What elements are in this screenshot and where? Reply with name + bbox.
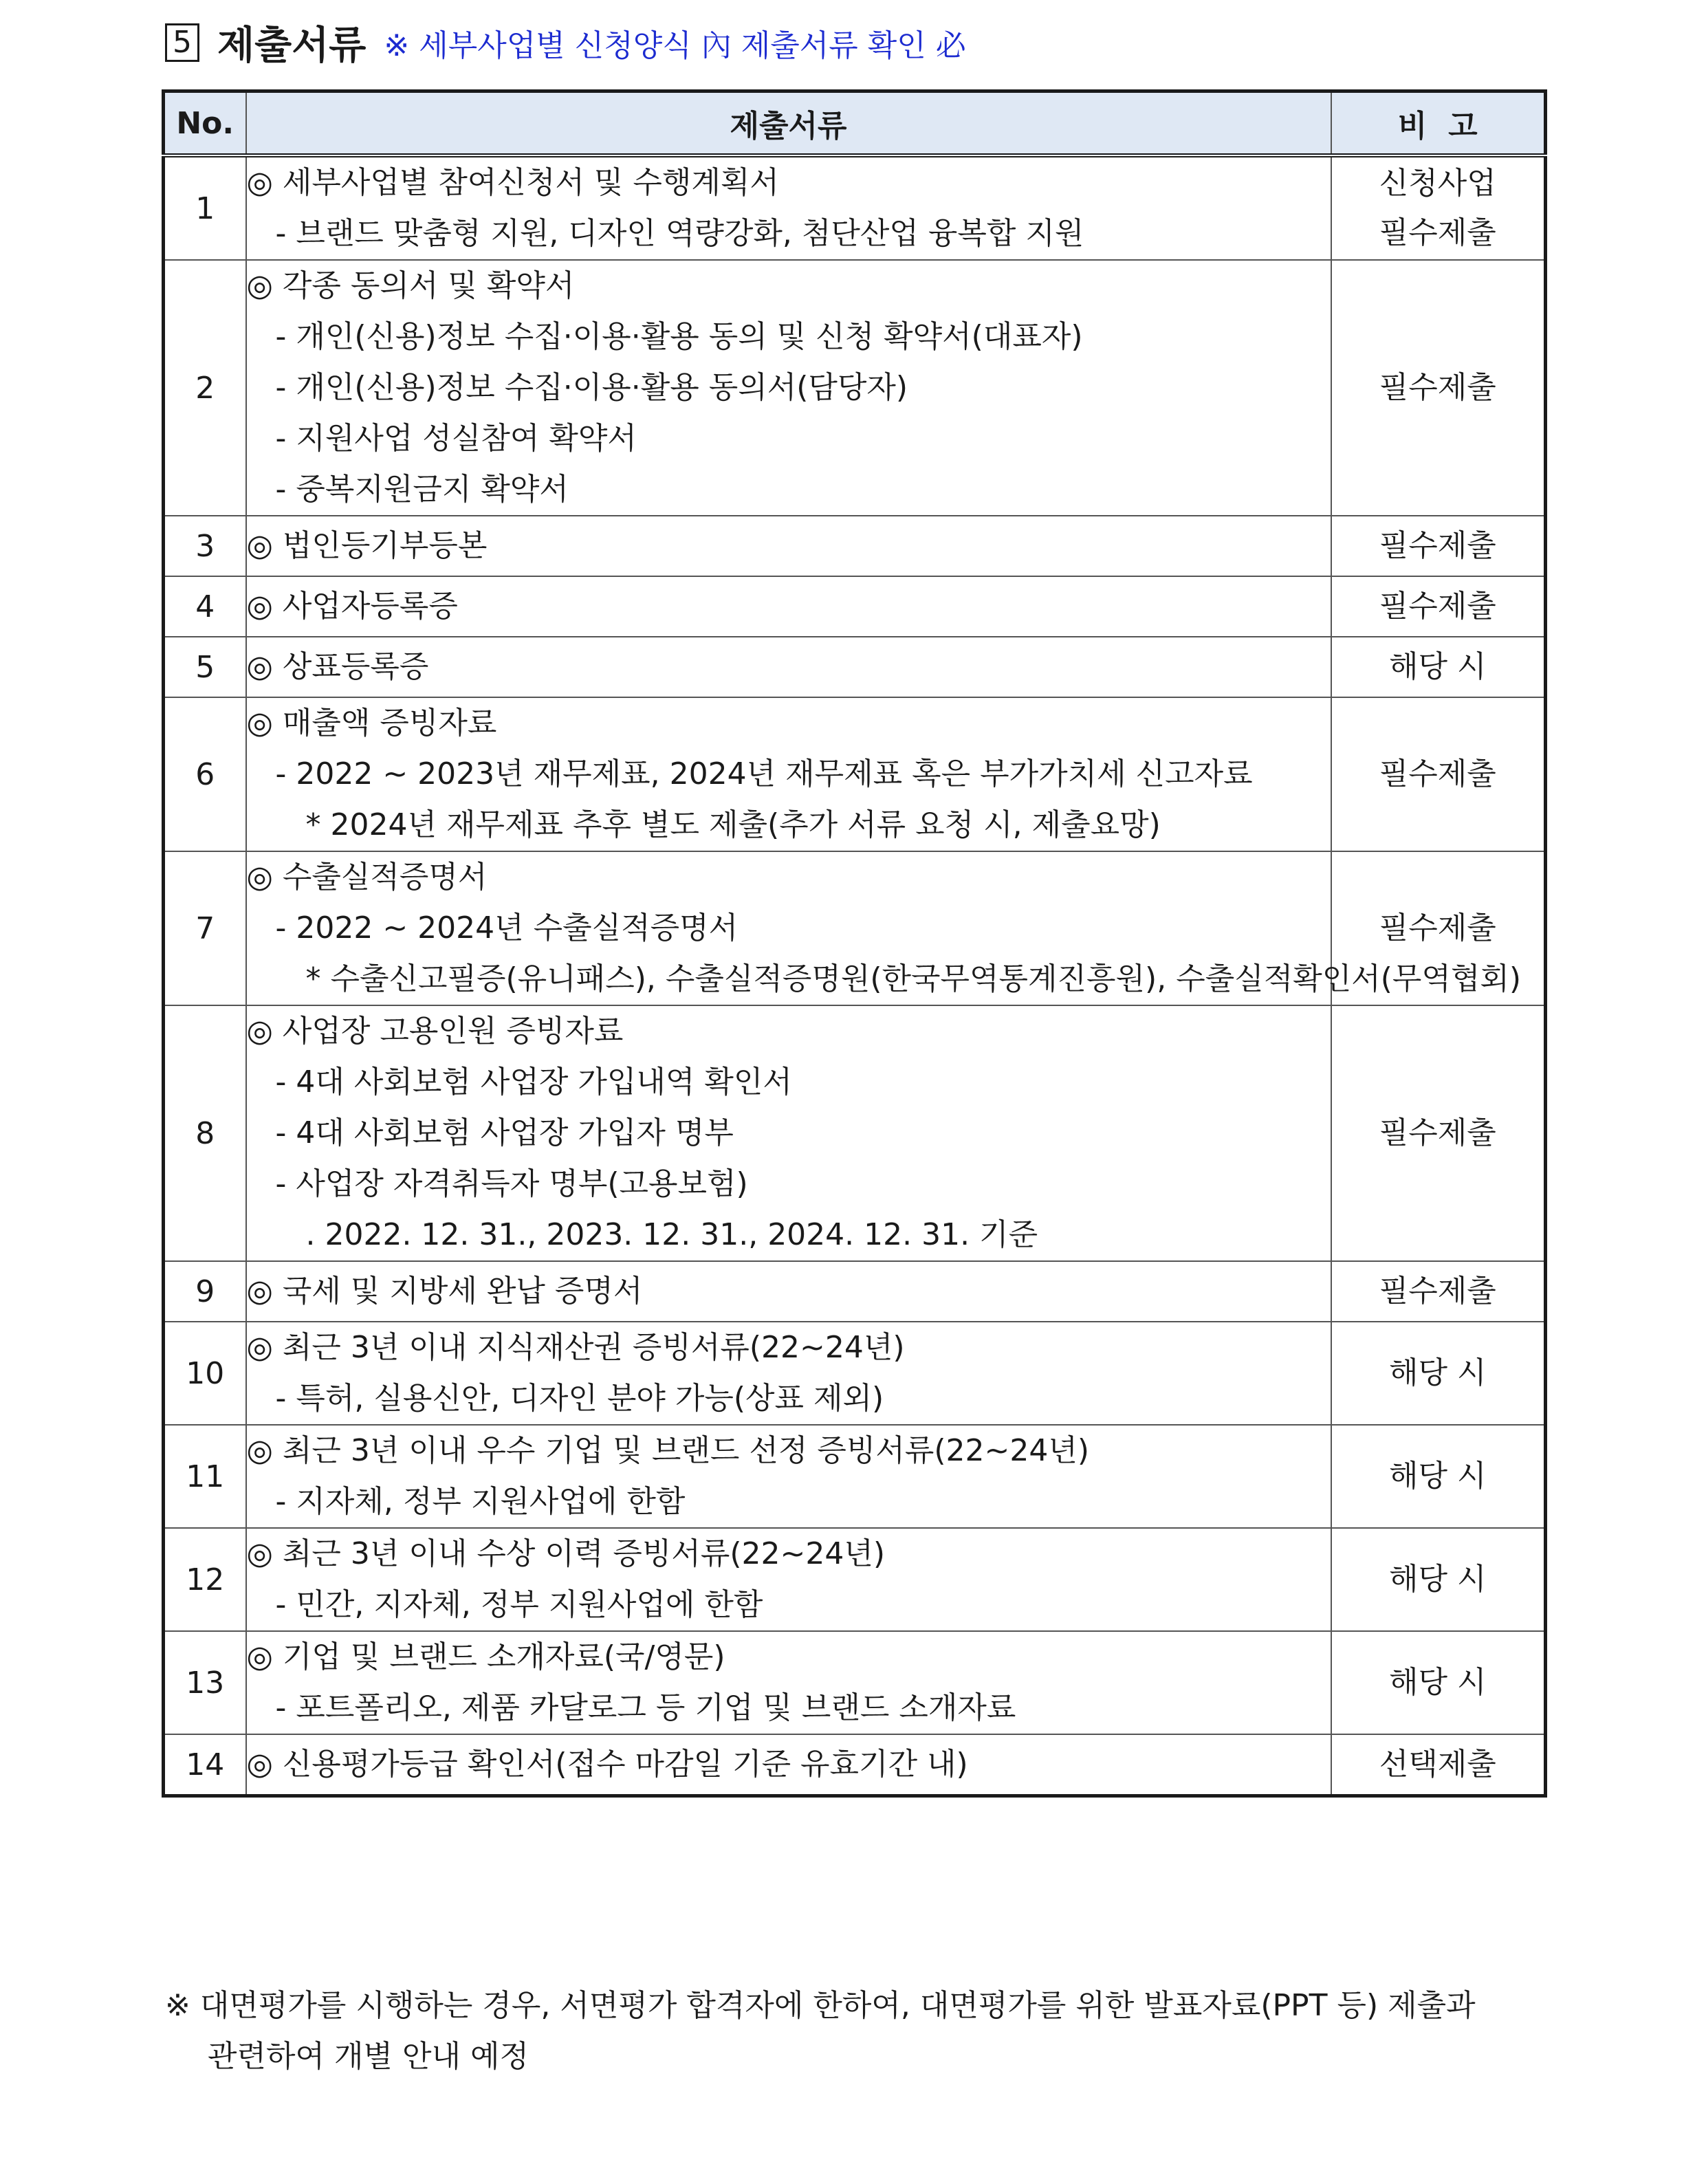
row-note [1331,1322,1546,1425]
note-text: 필수제출 [1379,215,1496,250]
section-title: 제출서류 [217,23,367,68]
table-row [164,697,1546,851]
document-title: ◎ 상표등록증 [246,649,429,684]
table-header-row [164,91,1546,156]
table-row [164,576,1546,637]
row-note [1331,637,1546,697]
row-number: 3 [164,516,246,576]
note-text: 해당 시 [1389,1459,1487,1494]
table-row [164,637,1546,697]
document-detail: - 사업장 자격취득자 명부(고용보험) [275,1166,748,1201]
document-detail: - 민간, 지자체, 정부 지원사업에 한함 [275,1587,763,1622]
table-row [164,516,1546,576]
row-content [246,1425,1331,1528]
row-number: 2 [164,260,246,516]
table-row [164,155,1546,260]
note-text: 해당 시 [1389,1665,1487,1700]
document-detail: - 중복지원금지 확약서 [275,472,569,507]
row-note [1331,260,1546,516]
document-title: ◎ 사업자등록증 [246,589,458,624]
note-text: 해당 시 [1389,1355,1487,1390]
row-content [246,1005,1331,1261]
document-title: ◎ 각종 동의서 및 확약서 [246,268,575,303]
row-content [246,1261,1331,1322]
document-title: ◎ 사업장 고용인원 증빙자료 [246,1014,624,1049]
row-note [1331,516,1546,576]
note-text: 해당 시 [1389,1562,1487,1597]
document-detail: - 개인(신용)정보 수집·이용·활용 동의 및 신청 확약서(대표자) [275,319,1083,354]
footer-line-2: 관련하여 개별 안내 예정 [208,2039,529,2074]
header-no: No. [164,91,246,156]
row-note [1331,1734,1546,1796]
row-content [246,155,1331,260]
row-number: 8 [164,1005,246,1261]
row-content [246,260,1331,516]
table-body [164,155,1546,1796]
header-note: 비 고 [1331,91,1546,156]
document-detail: - 4대 사회보험 사업장 가입자 명부 [275,1115,734,1150]
row-number: 10 [164,1322,246,1425]
row-number: 5 [164,637,246,697]
row-content [246,576,1331,637]
row-note [1331,697,1546,851]
document-title: ◎ 최근 3년 이내 지식재산권 증빙서류(22~24년) [246,1330,905,1365]
row-number: 9 [164,1261,246,1322]
footer-line-1: ※ 대면평가를 시행하는 경우, 서면평가 합격자에 한하여, 대면평가를 위한 발표자료(PPT 등) 제출과 [165,1988,1476,2023]
header-docs: 제출서류 [246,91,1331,156]
document-detail: - 포트폴리오, 제품 카달로그 등 기업 및 브랜드 소개자료 [275,1690,1016,1725]
document-detail: - 개인(신용)정보 수집·이용·활용 동의서(담당자) [275,370,908,405]
row-number: 11 [164,1425,246,1528]
note-text: 신청사업 [1379,166,1496,201]
row-number: 1 [164,155,246,260]
row-content [246,1528,1331,1631]
document-title: ◎ 법인등기부등본 [246,528,488,563]
row-content [246,1734,1331,1796]
row-content [246,697,1331,851]
row-note [1331,1425,1546,1528]
note-text: 필수제출 [1379,1274,1496,1309]
note-text: 필수제출 [1379,589,1496,624]
row-number: 4 [164,576,246,637]
note-text: 필수제출 [1379,370,1496,405]
section-heading [165,15,966,70]
document-detail: - 2022 ~ 2024년 수출실적증명서 [275,910,739,946]
note-text: 필수제출 [1379,756,1496,791]
document-title: ◎ 세부사업별 참여신청서 및 수행계획서 [246,165,779,200]
document-detail: - 특허, 실용신안, 디자인 분야 가능(상표 제외) [275,1381,884,1416]
table-row [164,1734,1546,1796]
row-number: 13 [164,1631,246,1734]
row-note [1331,576,1546,637]
document-title: ◎ 기업 및 브랜드 소개자료(국/영문) [246,1639,725,1674]
row-note [1331,1631,1546,1734]
document-title: ◎ 수출실적증명서 [246,860,488,895]
table-row [164,1322,1546,1425]
table-row [164,1631,1546,1734]
note-text: 선택제출 [1379,1747,1496,1782]
document-title: ◎ 국세 및 지방세 완납 증명서 [246,1274,643,1309]
section-number: 5 [165,23,199,62]
row-content [246,1322,1331,1425]
note-text: 해당 시 [1389,649,1487,684]
document-detail: * 2024년 재무제표 추후 별도 제출(추가 서류 요청 시, 제출요망) [305,807,1161,842]
table-row [164,1425,1546,1528]
note-text: 필수제출 [1379,910,1496,946]
row-content [246,516,1331,576]
table-row [164,1005,1546,1261]
row-note [1331,1261,1546,1322]
document-detail: - 지원사업 성실참여 확약서 [275,421,637,456]
note-text: 필수제출 [1379,528,1496,563]
table-row [164,1528,1546,1631]
document-title: ◎ 매출액 증빙자료 [246,706,497,741]
document-detail: . 2022. 12. 31., 2023. 12. 31., 2024. 12. 31. 기준 [305,1217,1038,1252]
row-content [246,637,1331,697]
document-detail: - 4대 사회보험 사업장 가입내역 확인서 [275,1064,792,1100]
document-detail: - 지자체, 정부 지원사업에 한함 [275,1484,686,1519]
row-note [1331,155,1546,260]
row-number: 7 [164,851,246,1005]
document-title: ◎ 최근 3년 이내 우수 기업 및 브랜드 선정 증빙서류(22~24년) [246,1433,1090,1468]
row-content [246,1631,1331,1734]
section-note: ※ 세부사업별 신청양식 內 제출서류 확인 必 [384,28,966,63]
row-number: 12 [164,1528,246,1631]
table-row [164,1261,1546,1322]
document-title: ◎ 최근 3년 이내 수상 이력 증빙서류(22~24년) [246,1536,886,1571]
table-row [164,851,1546,1005]
document-detail: - 2022 ~ 2023년 재무제표, 2024년 재무제표 혹은 부가가치세 신고자료 [275,756,1253,791]
row-note [1331,1528,1546,1631]
footer-note [165,1980,1547,2082]
document-title: ◎ 신용평가등급 확인서(접수 마감일 기준 유효기간 내) [246,1747,968,1782]
note-text: 필수제출 [1379,1115,1496,1150]
row-note [1331,1005,1546,1261]
row-number: 14 [164,1734,246,1796]
documents-table [162,89,1547,1798]
row-number: 6 [164,697,246,851]
table-row [164,260,1546,516]
document-detail: * 수출신고필증(유니패스), 수출실적증명원(한국무역통계진흥원), 수출실적확인서(무역협회) [305,961,1522,996]
document-detail: - 브랜드 맞춤형 지원, 디자인 역량강화, 첨단산업 융복합 지원 [275,216,1084,251]
